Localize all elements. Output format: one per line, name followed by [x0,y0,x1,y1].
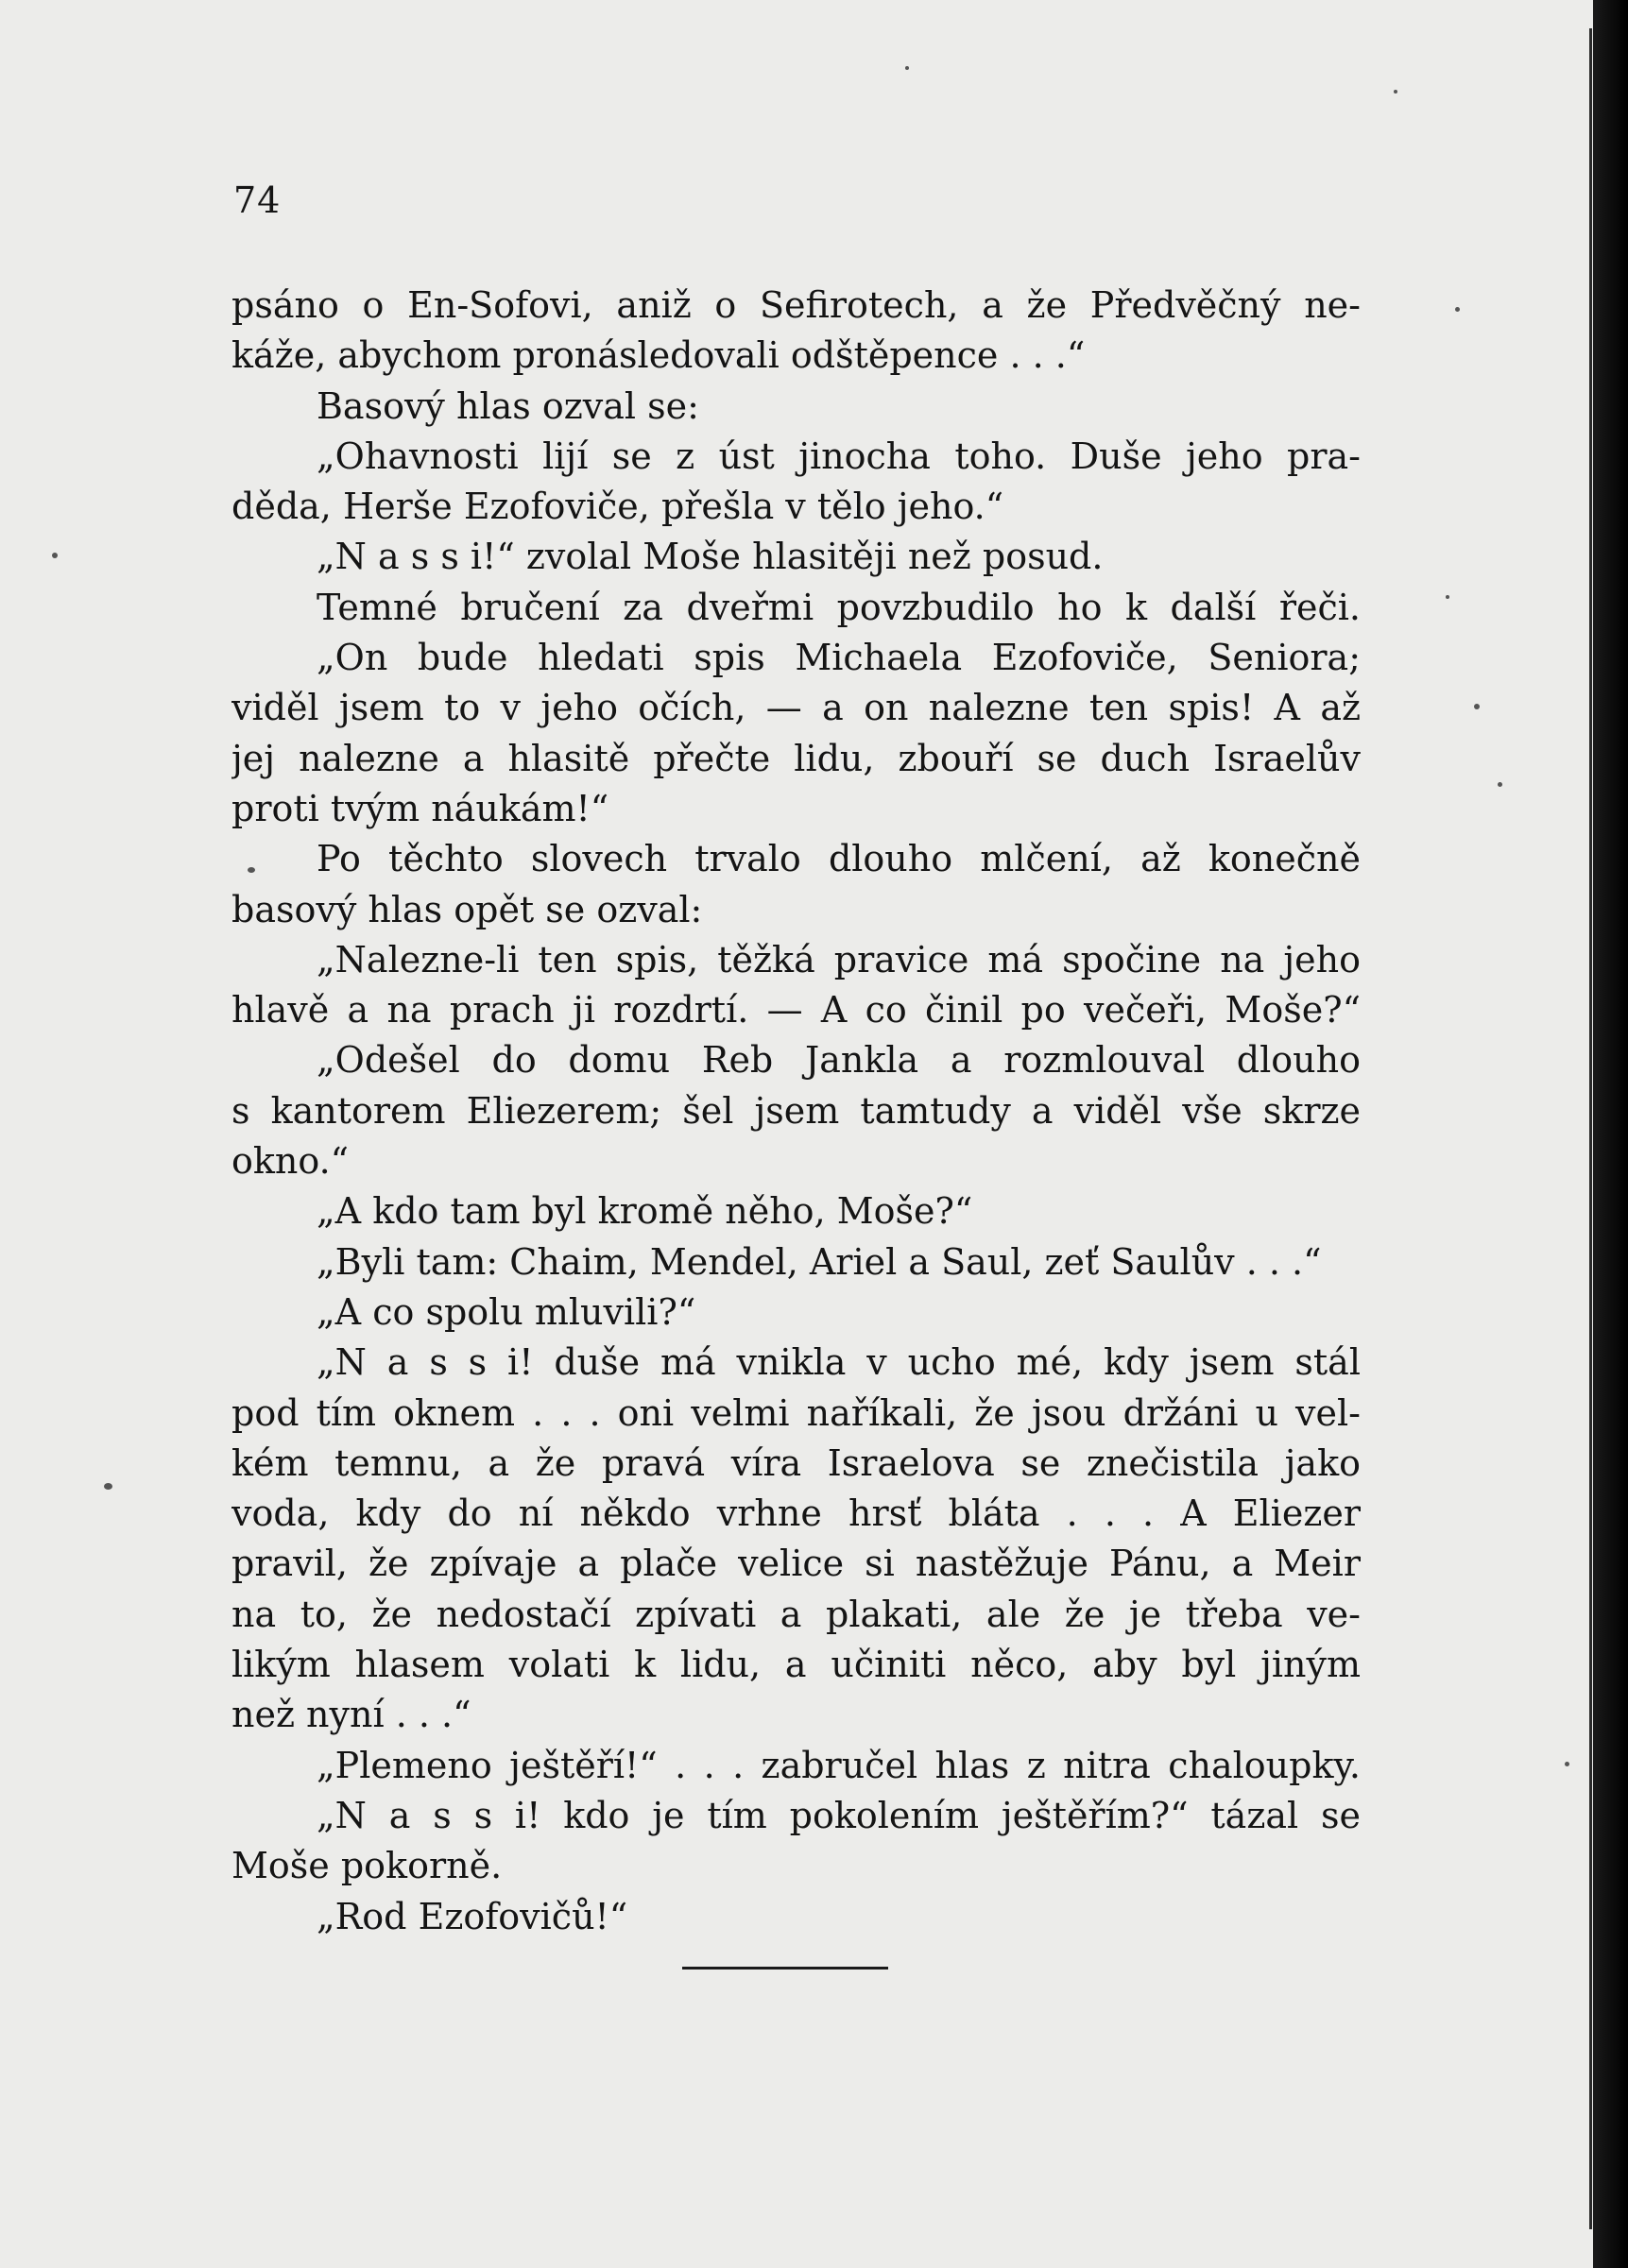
scan-speck [248,867,255,873]
text-line: „N a s s i!“ zvolal Moše hlasitěji než posud. [317,536,1104,578]
text-line: „N a s s i! duše má vnikla v ucho mé, kdy jsem stál [317,1341,1361,1384]
scan-speck [1455,307,1460,312]
text-line: „Plemeno ještěří!“ . . . zabručel hlas z nitra chaloupky. [317,1744,1361,1786]
text-line: „Nalezne-li ten spis, těžká pravice má spočine na jeho [317,938,1361,981]
text-line: pod tím oknem . . . oni velmi naříkali, že jsou držáni u vel- [231,1391,1361,1434]
text-line: „A kdo tam byl kromě něho, Moše?“ [317,1190,973,1233]
scan-speck [1565,1762,1569,1766]
text-line: „Rod Ezofovičů!“ [317,1895,628,1937]
text-line: proti tvým náukám!“ [231,787,609,829]
text-line: káže, abychom pronásledovali odštěpence . . .“ [231,334,1086,377]
scan-speck [1446,595,1449,599]
text-line: psáno o En-Sofovi, aniž o Sefirotech, a že Předvěčný ne- [231,284,1361,326]
text-line: „Ohavnosti lijí se z úst jinocha toho. Duše jeho pra- [317,435,1361,477]
scan-speck [1394,90,1397,94]
text-line: „N a s s i! kdo je tím pokolením ještěřím?“ tázal se [317,1794,1361,1836]
page-edge-line [1589,28,1592,2229]
text-line: jej nalezne a hlasitě přečte lidu, zbouří se duch Israelův [231,737,1361,779]
text-line: než nyní . . .“ [231,1694,471,1736]
section-end-rule [682,1967,888,1970]
text-line: okno.“ [231,1140,350,1183]
text-line: s kantorem Eliezerem; šel jsem tamtudy a viděl vše skrze [231,1089,1361,1132]
text-line: Po těchto slovech trvalo dlouho mlčení, až konečně [317,838,1361,880]
scan-speck [1498,782,1502,787]
text-line: likým hlasem volati k lidu, a učiniti něco, aby byl jiným [231,1644,1361,1686]
text-line: na to, že nedostačí zpívati a plakati, ale že je třeba ve- [231,1593,1361,1635]
scan-speck [905,66,909,70]
text-line: voda, kdy do ní někdo vrhne hrsť bláta . . . A Eliezer [231,1492,1361,1535]
text-line: Moše pokorně. [231,1845,503,1887]
text-line: pravil, že zpívaje a plače velice si nastěžuje Pánu, a Meir [231,1543,1361,1585]
text-line: Basový hlas ozval se: [317,384,699,427]
text-line: „On bude hledati spis Michaela Ezofoviče, Seniora; [317,637,1361,679]
text-line: viděl jsem to v jeho očích, — a on nalezne ten spis! A až [231,687,1361,729]
scan-speck [104,1483,112,1490]
text-line: „Odešel do domu Reb Jankla a rozmlouval dlouho [317,1039,1361,1082]
text-line: děda, Herše Ezofoviče, přešla v tělo jeho.“ [231,486,1004,528]
text-line: hlavě a na prach ji rozdrtí. — A co činil po večeři, Moše?“ [231,989,1361,1032]
body-text [231,281,1361,1942]
text-line: Temné bručení za dveřmi povzbudilo ho k další řeči. [317,586,1361,628]
text-line: „A co spolu mluvili?“ [317,1290,696,1333]
text-line: basový hlas opět se ozval: [231,888,703,930]
scan-speck [1474,704,1480,709]
page-number: 74 [233,179,282,221]
page-edge-shadow [1593,0,1628,2268]
scan-speck [52,553,58,558]
text-line: „Byli tam: Chaim, Mendel, Ariel a Saul, zeť Saulův . . .“ [317,1240,1322,1283]
text-line: kém temnu, a že pravá víra Israelova se znečistila jako [231,1441,1361,1484]
